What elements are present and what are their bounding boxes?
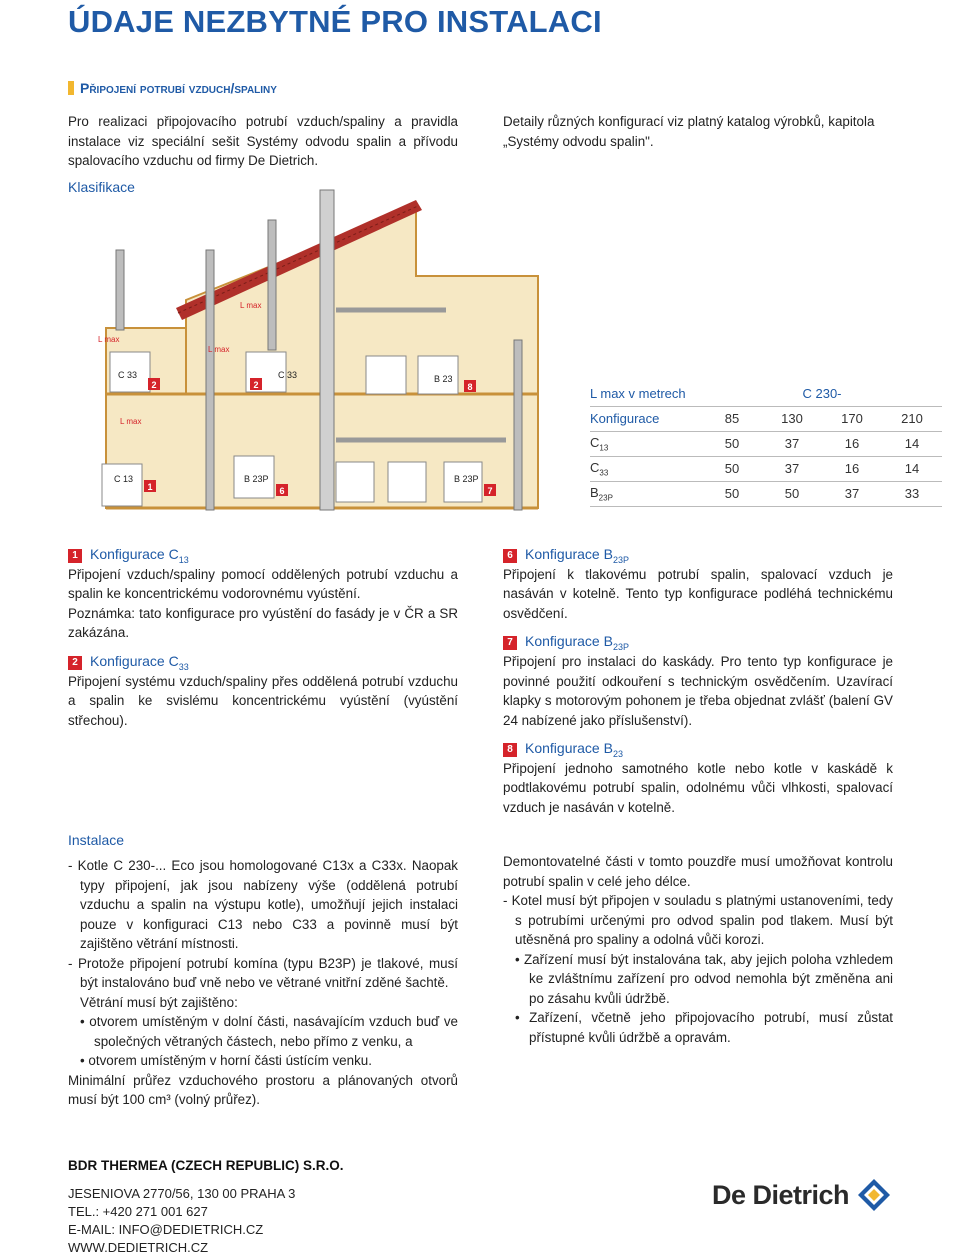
badge: 8 [467,382,473,392]
lmax-label: L max [98,335,120,344]
cell: 14 [882,456,942,481]
cell: 14 [882,431,942,456]
config-text: Připojení vzduch/spaliny pomocí oddělených potrubí vzduchu a spalin ke koncentrickému vodorovnému vyústění. [68,566,458,602]
boiler-label: B 23P [454,474,479,484]
lmax-table [590,381,942,507]
installation-diagram [66,180,546,515]
config-heading: 6 Konfigurace $B_{23P}$ [503,546,893,565]
lmax-label: L max [208,345,230,354]
badge: 7 [487,486,493,496]
footer-web[interactable]: WWW.DEDIETRICH.CZ [68,1240,209,1255]
instalace-para: - Kotel musí být připojen v souladu s platnými ustanoveními, tedy s potrubími určenými pro odvod spalin pod tlakem. Musí být utěsněná pro spaliny a odolná vůči korozi. [503,893,893,947]
lmax-table-wrap [590,381,942,507]
badge: 2 [151,380,157,390]
instalace-para: Větrání musí být zajištěno: [80,994,238,1010]
boiler-label: C 33 [118,370,138,380]
cell: 16 [822,431,882,456]
table-col: 85 [702,406,762,431]
table-col: 210 [882,406,942,431]
cell: 50 [762,481,822,506]
instalace-para: Minimální průřez vzduchového prostoru a plánovaných otvorů musí být 100 cm³ (volný průřez). [68,1072,458,1107]
badge: 6 [279,486,285,496]
cell: 50 [702,456,762,481]
boiler-label: C 13 [114,474,134,484]
instalace-bullet: • otvorem umístěným v horní části ústícím venku. [80,1053,372,1068]
config-text: Připojení pro instalaci do kaskády. Pro tento typ konfigurace je povinné použití odkouření s technickým osvědčením. Uzavírací klapky s motorovým pohonem je třeba objednat zvlášť (balení GV 24 nabízené jako příslušenství). [503,654,893,728]
table-col: 170 [822,406,882,431]
table-row [590,456,942,481]
intro-right: Detaily různých konfigurací viz platný katalog výrobků, kapitola „Systémy odvodu spalin". [503,114,875,149]
instalace-bullet: • Zařízení, včetně jeho připojovacího potrubí, musí zůstat přístupné kvůli údržbě a opravám. [515,1010,893,1045]
cell: 16 [822,456,882,481]
row-label: $B_{23P}$ [590,481,702,506]
boiler-label: B 23P [244,474,269,484]
boiler-label: B 23 [434,374,453,384]
instalace-para: - Protože připojení potrubí komína (typu B23P) je tlakové, musí být instalováno buď vně nebo ve větrané vnitřní zděné šachtě. [68,955,458,990]
config-heading: 7 Konfigurace $B_{23P}$ [503,633,893,652]
footer-address: JESENIOVA 2770/56, 130 00 PRAHA 3 [68,1186,296,1201]
lmax-label: L max [120,417,142,426]
row-label: $C_{13}$ [590,431,702,456]
table-header-right: C 230- [702,381,942,406]
page-title: ÚDAJE NEZBYTNÉ PRO INSTALACI [68,4,602,39]
section-heading [68,80,277,96]
instalace-para: - Kotle C 230-... Eco jsou homologované C13x a C33x. Naopak typy připojení, jak jsou nabízeny výše (oddělená potrubí vzduchu a spalin na výstupu kotle), umožňují jejich instalaci pouze v konfiguraci C13 nebo C33 a povinně musí být zajištěno větrání místnosti. [68,858,458,951]
footer-email[interactable]: E-MAIL: INFO@DEDIETRICH.CZ [68,1222,264,1237]
cell: 37 [762,431,822,456]
klasifikace-label: Klasifikace [68,179,135,195]
footer-tel: TEL.: +420 271 001 627 [68,1204,208,1219]
cell: 33 [882,481,942,506]
table-row [590,481,942,506]
row-label: $C_{33}$ [590,456,702,481]
brand-logo [712,1178,891,1212]
cell: 37 [762,456,822,481]
lmax-label: L max [240,301,262,310]
config-text: Připojení systému vzduch/spaliny přes oddělená potrubí vzduchu a spalin ke svislému koncentrickému vyústění (vyústění střechou). [68,673,458,728]
configs-left [68,546,458,730]
badge: 2 [253,380,259,390]
config-heading: 2 Konfigurace $C_{33}$ [68,653,458,672]
logo-text: De Dietrich [712,1179,850,1210]
footer-address-block [68,1185,295,1257]
config-note: Poznámka: tato konfigurace pro vyústění do fasády je v ČR a SR zakázána. [68,605,458,641]
cell: 37 [822,481,882,506]
instalace-bullet: • otvorem umístěným v dolní části, nasávajícím vzduch buď ve společných větraných částech, nebo přímo z venku, a [80,1014,458,1049]
instalace-bullet: • Zařízení musí být instalována tak, aby jejich poloha vzhledem ke zvláštnímu zařízení pro odvod nemohla být změněna ani po zásahu kvůli údržbě. [515,951,893,1006]
intro-left: Pro realizaci připojovacího potrubí vzduch/spaliny a pravidla instalace viz speciální sešit Systémy odvodu spalin a přívodu spalovacího vzduchu od firmy De Dietrich. [68,114,458,168]
instalace-right [503,852,893,1047]
config-text: Připojení k tlakovému potrubí spalin, spalovací vzduch je nasáván v kotelně. Tento typ konfigurace podléhá technickému osvědčení. [503,566,893,621]
footer-company: BDR THERMEA (CZECH REPUBLIC) S.R.O. [68,1158,344,1173]
badge: 1 [147,482,153,492]
cell: 50 [702,431,762,456]
config-heading: 8 Konfigurace $B_{23}$ [503,740,893,759]
heading-marker [68,81,74,95]
cell: 50 [702,481,762,506]
table-header-left: L max v metrech [590,381,702,406]
instalace-para: Demontovatelné části v tomto pouzdře musí umožňovat kontrolu potrubí spalin v celé jeho délce. [503,854,893,889]
section-heading-text: Připojení potrubí vzduch/spaliny [80,80,277,96]
table-row [590,431,942,456]
logo-diamond-icon [857,1178,891,1212]
config-text: Připojení jednoho samotného kotle nebo kotle v kaskádě k podtlakovému potrubí spalin, odolnému vůči vlhkosti, spalovací vzduch je nasáván v kotelně. [503,760,893,815]
config-heading: 1 Konfigurace $C_{13}$ [68,546,458,565]
instalace-left [68,856,458,1110]
configs-right [503,546,893,817]
instalace-heading: Instalace [68,832,125,848]
table-row-label: Konfigurace [590,406,702,431]
table-col: 130 [762,406,822,431]
boiler-label: C 33 [278,370,298,380]
